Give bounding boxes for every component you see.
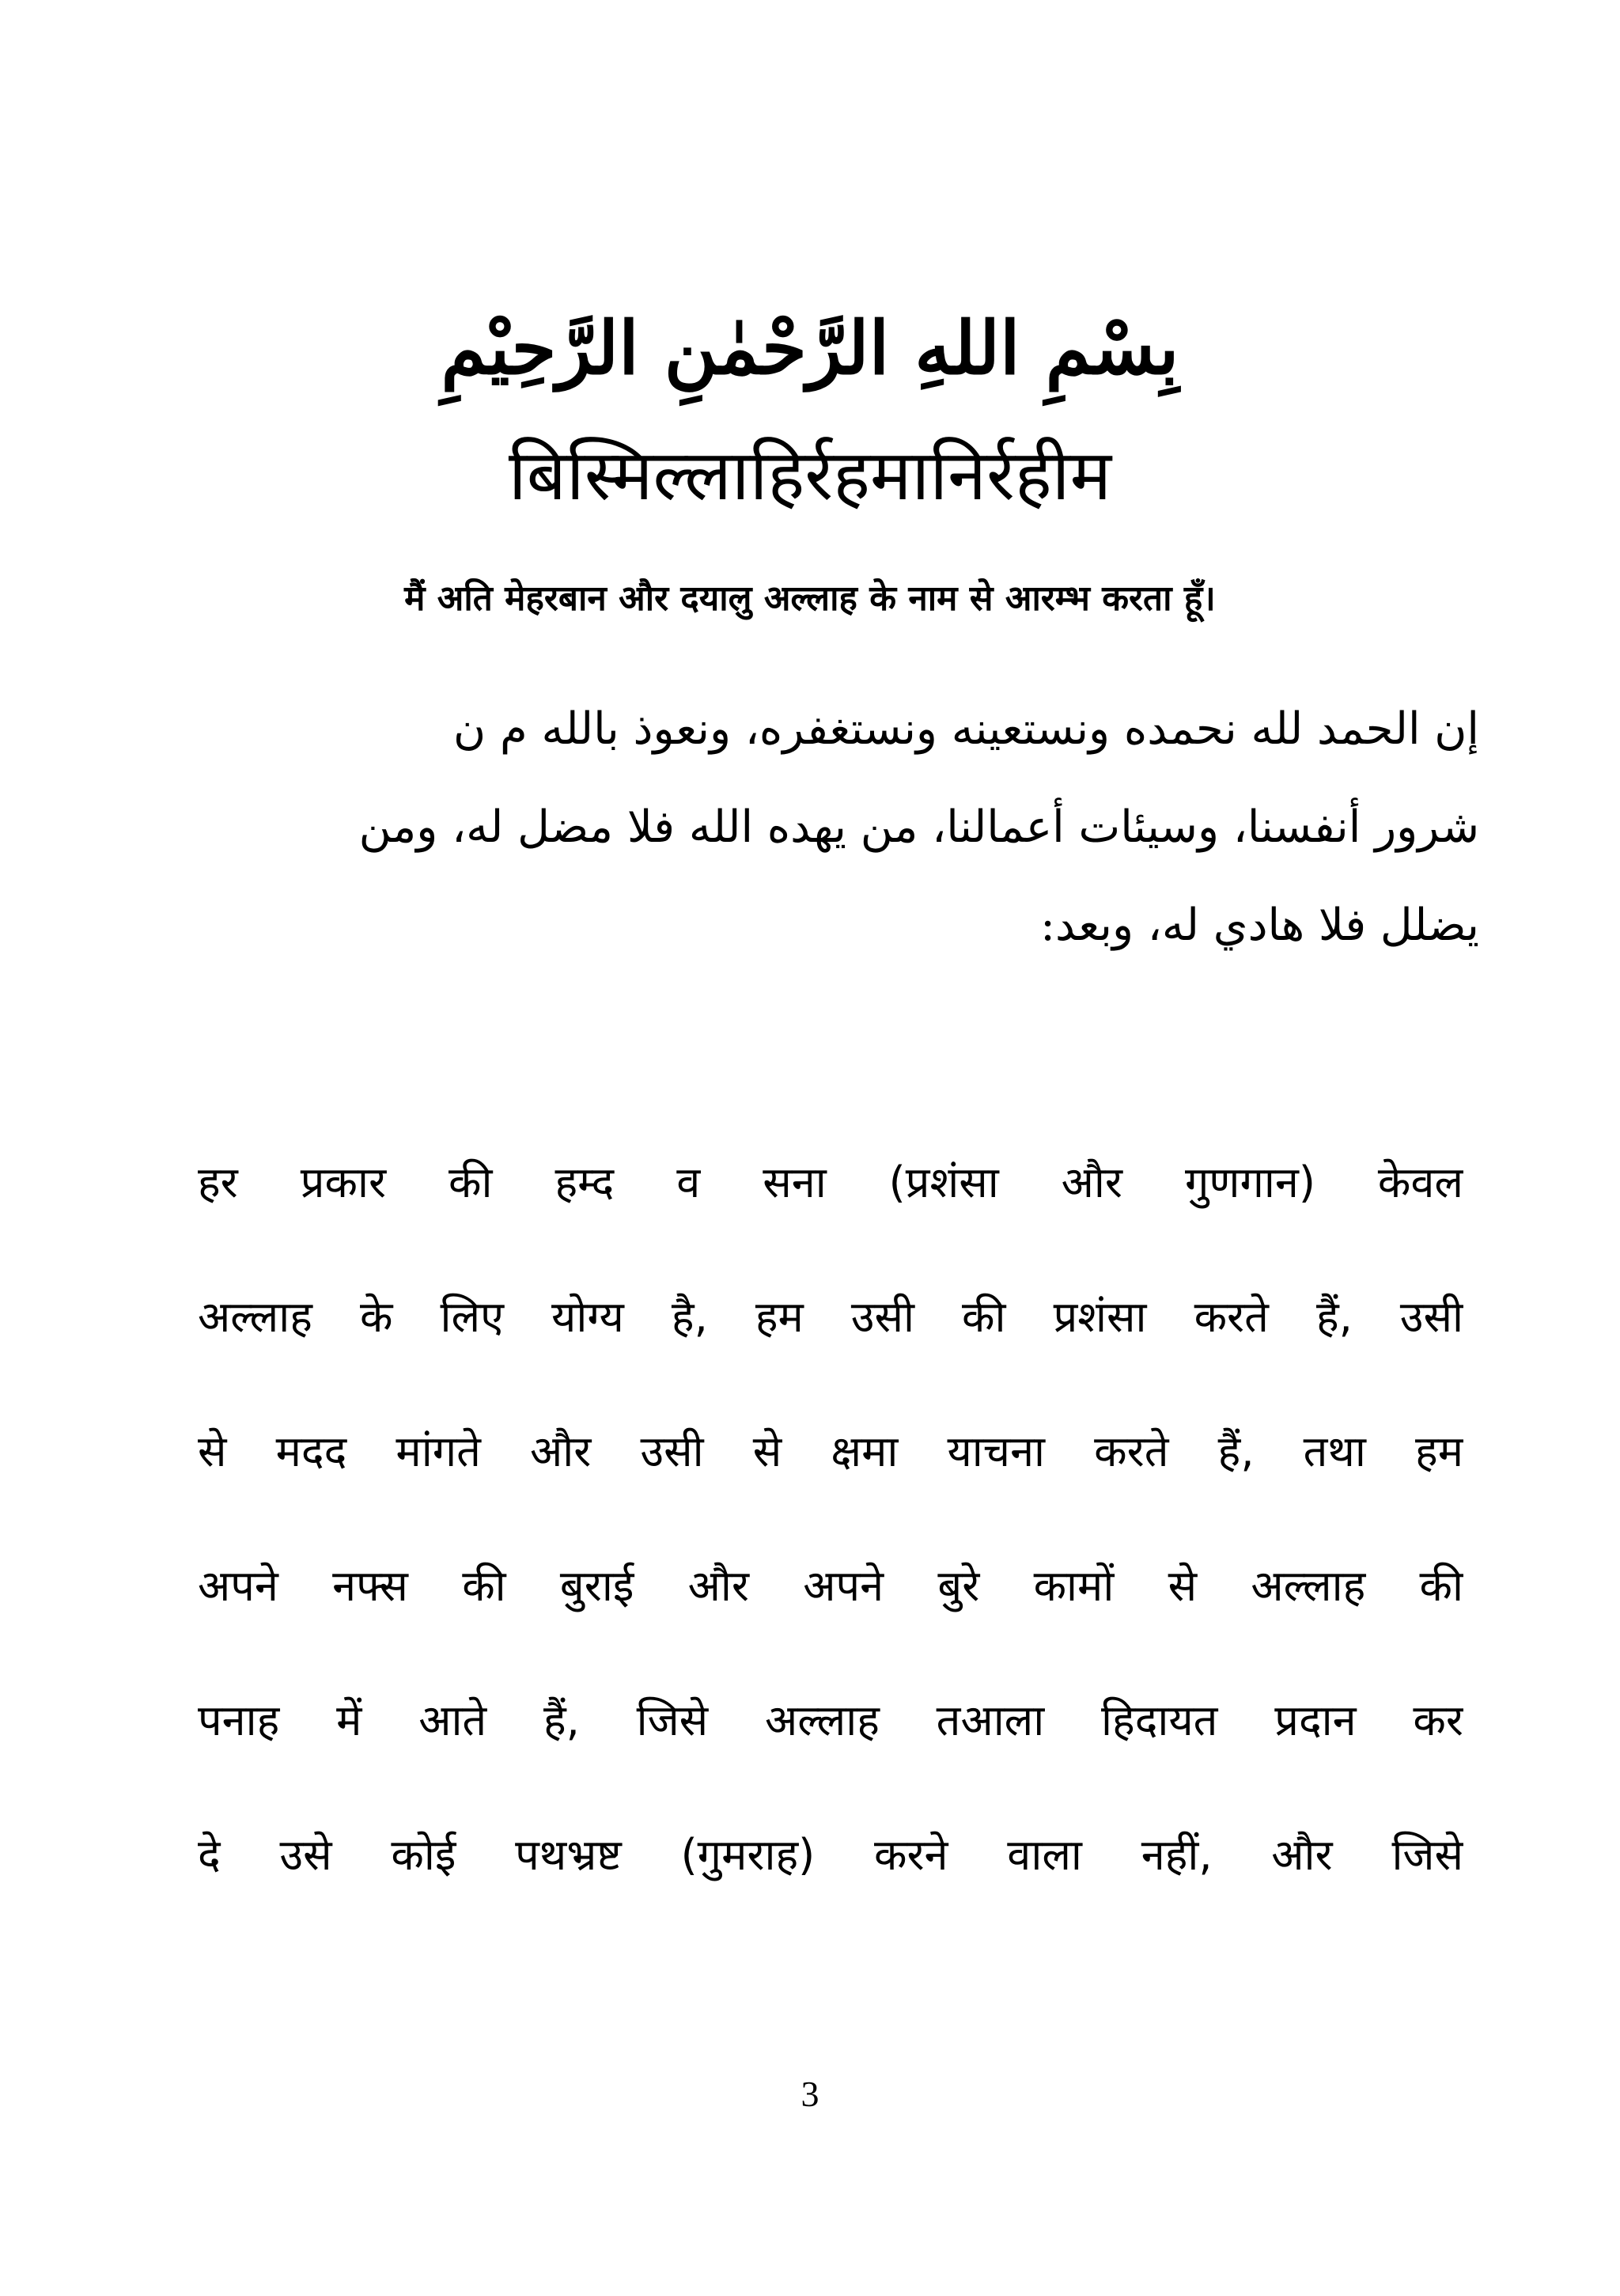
basmala-translation: मैं अति मेहरबान और दयालु अल्लाह के नाम से आरम्भ करता हूँ। bbox=[404, 578, 1216, 619]
arabic-line: إن الحمد لله نحمده ونستعينه ونستغفره، ونعوذ بالله م ن bbox=[453, 703, 1479, 755]
hindi-body-paragraph bbox=[198, 1116, 1463, 1923]
page-number: 3 bbox=[801, 2074, 819, 2114]
hindi-line: से मदद मांगते और उसी से क्षमा याचना करते हैं, तथा हम bbox=[198, 1426, 1463, 1476]
hindi-line: पनाह में आते हैं, जिसे अल्लाह तआला हिदायत प्रदान कर bbox=[198, 1695, 1463, 1745]
basmala-transliteration-heading: बिस्मिल्लाहिर्रहमानिर्रहीम bbox=[508, 434, 1112, 516]
arabic-line: شرور أنفسنا، وسيئات أعمالنا، من يهده الله فلا مضل له، ومن bbox=[358, 801, 1479, 853]
hindi-line: दे उसे कोई पथभ्रष्ट (गुमराह) करने वाला नहीं, और जिसे bbox=[198, 1830, 1463, 1880]
hindi-line: हर प्रकार की हम्द व सना (प्रशंसा और गुणगान) केवल bbox=[198, 1157, 1463, 1207]
hindi-line: अल्लाह के लिए योग्य है, हम उसी की प्रशंसा करते हैं, उसी bbox=[198, 1292, 1463, 1342]
hindi-line: अपने नफ्स की बुराई और अपने बुरे कामों से अल्लाह की bbox=[198, 1561, 1463, 1611]
arabic-intro-paragraph bbox=[190, 680, 1479, 975]
arabic-line: يضلل فلا هادي له، وبعد: bbox=[1040, 900, 1479, 951]
basmala-calligraphy: بِسْمِ اللهِ الرَّحْمٰنِ الرَّحِيْمِ bbox=[441, 305, 1179, 391]
